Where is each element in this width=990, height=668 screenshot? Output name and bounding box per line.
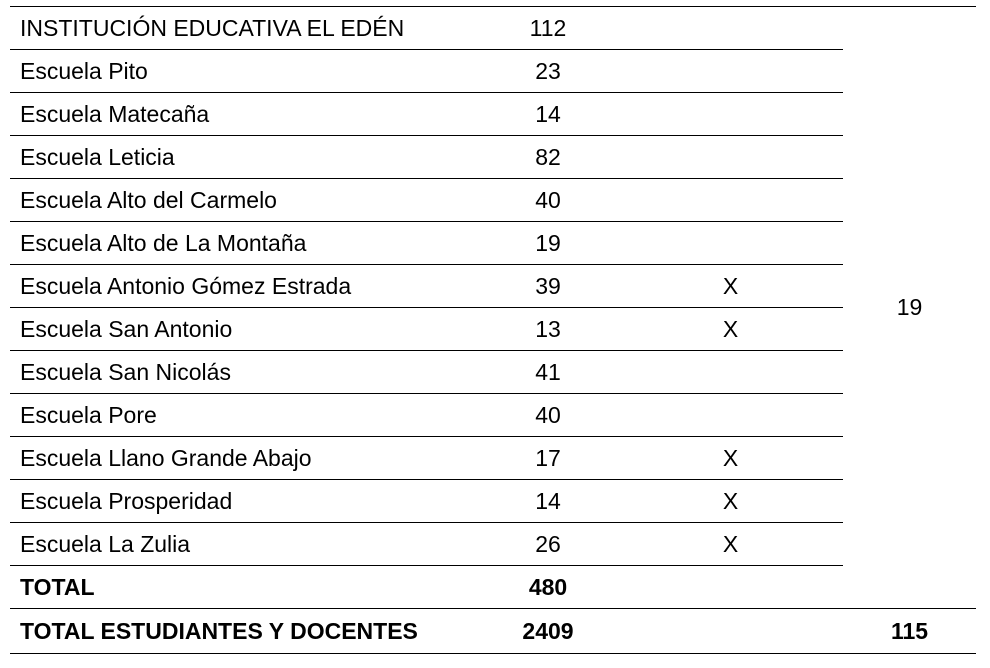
docentes-count-cell: 19 [843, 7, 976, 609]
school-name-cell: Escuela Matecaña [10, 93, 478, 136]
mark-cell: X [618, 523, 843, 566]
total-students: 480 [528, 573, 568, 600]
total-label: TOTAL [20, 573, 95, 600]
school-name-cell: Escuela Prosperidad [10, 480, 478, 523]
mark-cell: X [618, 308, 843, 351]
mark-cell [618, 93, 843, 136]
table-row [10, 222, 976, 265]
school-name-cell: Escuela Antonio Gómez Estrada [10, 265, 478, 308]
student-count-cell: 41 [478, 351, 618, 394]
student-count-cell: 40 [478, 179, 618, 222]
student-count-cell: 82 [478, 136, 618, 179]
student-count-cell: 112 [478, 7, 618, 50]
school-name-cell: Escuela La Zulia [10, 523, 478, 566]
grand-total-docentes: 115 [843, 609, 976, 654]
mark-cell [618, 351, 843, 394]
school-name-cell: Escuela Alto del Carmelo [10, 179, 478, 222]
student-count-cell: 23 [478, 50, 618, 93]
table-row [10, 480, 976, 523]
total-row [10, 566, 976, 609]
table-row [10, 50, 976, 93]
student-count-cell: 26 [478, 523, 618, 566]
grand-total-label: TOTAL ESTUDIANTES Y DOCENTES [10, 609, 478, 654]
grand-total-row [10, 609, 976, 654]
table-row [10, 523, 976, 566]
table-row [10, 308, 976, 351]
grand-total-students: 2409 [478, 609, 618, 654]
school-name-cell: Escuela San Antonio [10, 308, 478, 351]
school-name-cell: Escuela San Nicolás [10, 351, 478, 394]
school-name-cell: Escuela Leticia [10, 136, 478, 179]
student-count-cell: 39 [478, 265, 618, 308]
mark-cell [618, 50, 843, 93]
table-body [10, 7, 976, 654]
table-row [10, 265, 976, 308]
school-name-cell: INSTITUCIÓN EDUCATIVA EL EDÉN [10, 7, 478, 50]
student-count-cell: 13 [478, 308, 618, 351]
mark-cell [618, 222, 843, 265]
mark-cell [618, 136, 843, 179]
student-count-cell: 14 [478, 93, 618, 136]
school-name-cell: Escuela Pito [10, 50, 478, 93]
table-row [10, 93, 976, 136]
table-row [10, 7, 976, 50]
mark-cell [618, 7, 843, 50]
student-count-cell: 40 [478, 394, 618, 437]
school-enrollment-table [10, 6, 976, 654]
student-count-cell: 14 [478, 480, 618, 523]
table-row [10, 437, 976, 480]
table-row [10, 179, 976, 222]
mark-cell: X [618, 480, 843, 523]
school-name-cell: Escuela Llano Grande Abajo [10, 437, 478, 480]
mark-cell [618, 179, 843, 222]
student-count-cell: 19 [478, 222, 618, 265]
table-row [10, 136, 976, 179]
table-row [10, 351, 976, 394]
mark-cell: X [618, 265, 843, 308]
grand-total-mark-cell [618, 609, 843, 654]
school-name-cell: Escuela Alto de La Montaña [10, 222, 478, 265]
table-row [10, 394, 976, 437]
mark-cell [618, 394, 843, 437]
school-name-cell: Escuela Pore [10, 394, 478, 437]
student-count-cell: 17 [478, 437, 618, 480]
mark-cell: X [618, 437, 843, 480]
total-mark-cell [618, 566, 843, 609]
